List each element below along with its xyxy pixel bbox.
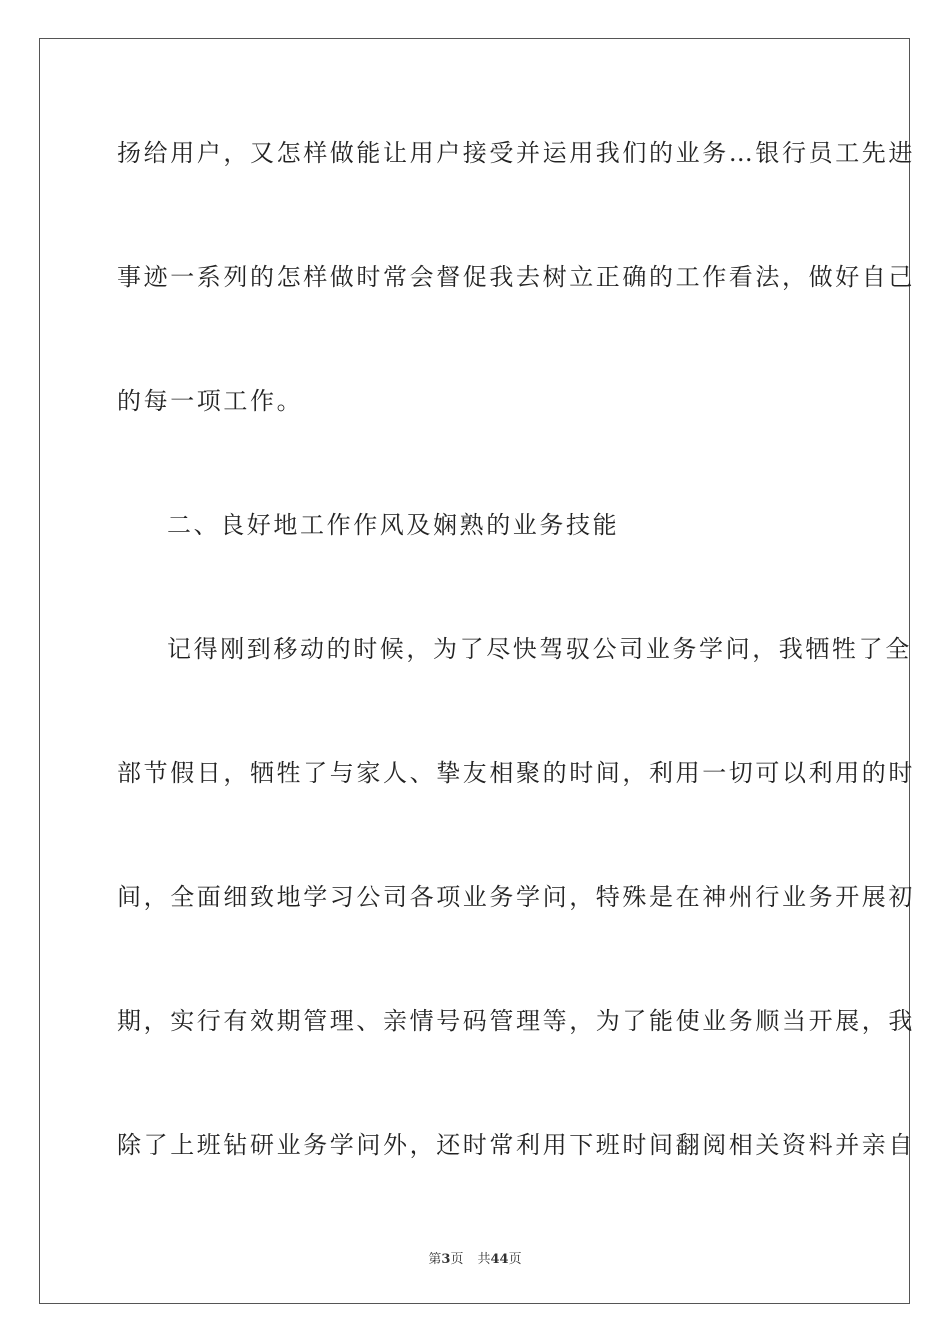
paragraph-line: 记得刚到移动的时候，为了尽快驾驭公司业务学问，我牺牲了全 — [167, 635, 912, 663]
paragraph-line: 期，实行有效期管理、亲情号码管理等，为了能使业务顺当开展，我 — [117, 1007, 915, 1035]
page-suffix: 页 — [450, 1252, 464, 1267]
paragraph-line: 间，全面细致地学习公司各项业务学问，特殊是在神州行业务开展初 — [117, 883, 915, 911]
page-number: 3 — [441, 1252, 451, 1267]
page-footer — [0, 1248, 950, 1267]
paragraph-line: 部节假日，牺牲了与家人、挚友相聚的时间，利用一切可以利用的时 — [117, 759, 915, 787]
page-prefix: 第 — [428, 1252, 442, 1267]
section-heading: 二、良好地工作作风及娴熟的业务技能 — [167, 511, 620, 539]
paragraph-line: 除了上班钻研业务学问外，还时常利用下班时间翻阅相关资料并亲自 — [117, 1131, 915, 1159]
total-suffix: 页 — [508, 1252, 522, 1267]
total-pages: 44 — [490, 1252, 509, 1267]
paragraph-line: 的每一项工作。 — [117, 387, 304, 415]
paragraph-line: 扬给用户，又怎样做能让用户接受并运用我们的业务…银行员工先进 — [117, 139, 915, 167]
paragraph-line: 事迹一系列的怎样做时常会督促我去树立正确的工作看法，做好自己 — [117, 263, 915, 291]
total-prefix: 共 — [477, 1252, 491, 1267]
document-body — [117, 128, 915, 1244]
